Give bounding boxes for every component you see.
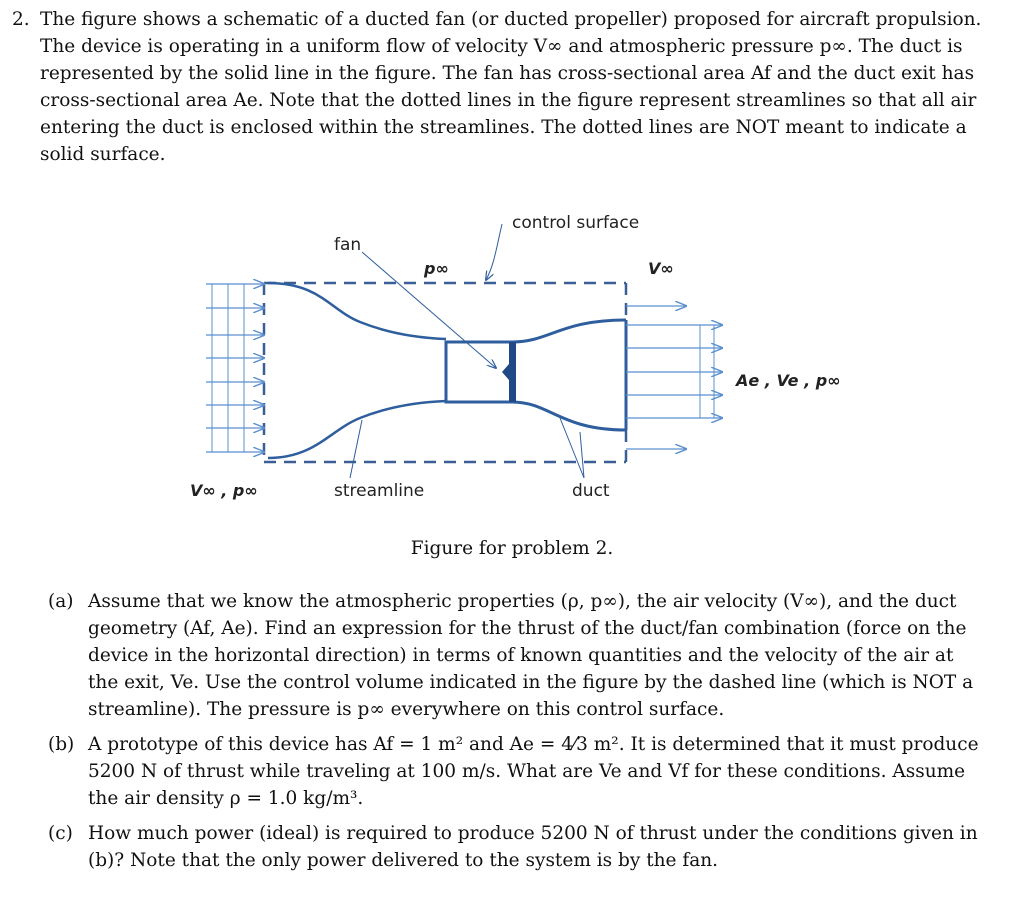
part-a-label: (a) xyxy=(48,591,74,612)
fan-blade xyxy=(502,342,516,402)
exit-conditions-label: Ae , Ve , p∞ xyxy=(736,371,841,390)
problem-intro: The figure shows a schematic of a ducted fan (or ducted propeller) proposed for aircraft propulsion. The device is operating in a uniform flow of velocity V∞ and atmospheric pressure p∞. The duct is represented by the solid line in the figure. The fan has cross-sectional area Af and the duct exit has cross-sectional area Ae. Note that the dotted lines in the figure represent streamlines so that all air entering the duct is enclosed within the streamlines. The dotted lines are NOT meant to indicate a solid surface. xyxy=(40,9,982,165)
part-a-text: Assume that we know the atmospheric properties (ρ, p∞), the air velocity (V∞), and the duct geometry (Af, Ae). Find an expression for the thrust of the duct/fan combination (force on the device in the horizontal direction) in terms of known quantities and the velocity of the air at the exit, Ve. Use the control volume indicated in the figure by the dashed line (which is NOT a streamline). The pressure is p∞ everywhere on this control surface. xyxy=(88,591,974,720)
inlet-verticals xyxy=(212,284,244,452)
part-c xyxy=(48,820,988,874)
part-b-label: (b) xyxy=(48,734,75,755)
part-c-label: (c) xyxy=(48,823,73,844)
figure-caption: Figure for problem 2. xyxy=(410,538,614,559)
p-inf-top-label: p∞ xyxy=(424,259,449,278)
problem-number: 2. xyxy=(12,9,30,30)
part-a xyxy=(48,588,988,723)
streamline-label: streamline xyxy=(334,481,425,501)
duct xyxy=(446,320,626,430)
streamlines xyxy=(268,283,446,458)
inlet-arrows xyxy=(206,284,264,452)
exit-arrows xyxy=(626,306,722,449)
duct-label: duct xyxy=(572,481,610,501)
leader-lines xyxy=(350,224,584,478)
part-b-text: A prototype of this device has Af = 1 m² and Ae = 4⁄3 m². It is determined that it must produce 5200 N of thrust while traveling at 100 m/s. What are Ve and Vf for these conditions. Assume the air density ρ = 1.0 kg/m³. xyxy=(88,734,979,809)
problem-parts xyxy=(48,588,988,882)
inlet-conditions-label: V∞ , p∞ xyxy=(190,481,258,500)
part-b xyxy=(48,731,988,812)
v-inf-top-label: V∞ xyxy=(648,259,674,278)
fan-label: fan xyxy=(334,235,362,255)
part-c-text: How much power (ideal) is required to produce 5200 N of thrust under the conditions given in (b)? Note that the only power delivered to the system is by the fan. xyxy=(88,823,978,871)
control-surface-label: control surface xyxy=(512,213,640,233)
